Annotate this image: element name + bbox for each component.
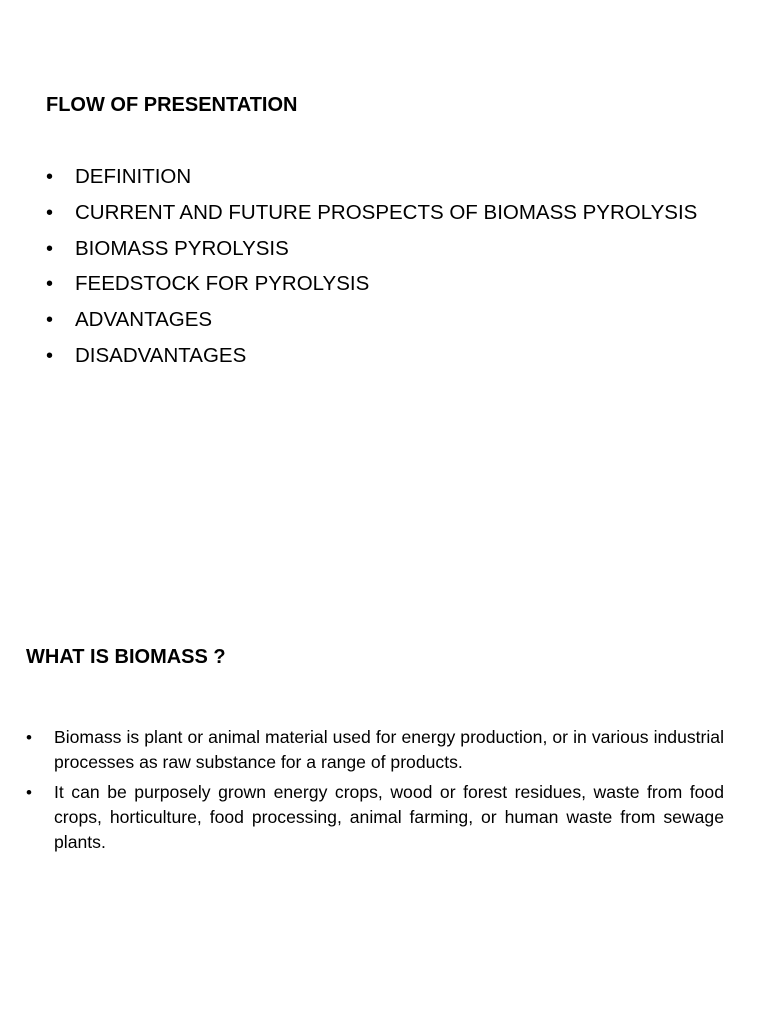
agenda-item-label: DISADVANTAGES [75,343,247,367]
bullet-icon: • [26,783,32,802]
list-item [46,308,746,344]
bullet-icon: • [46,273,54,296]
bullet-icon: • [46,201,54,224]
agenda-item-label: DEFINITION [75,165,192,188]
agenda-item-label: FEEDSTOCK FOR PYROLYSIS [75,272,370,296]
paragraph-text: Biomass is plant or animal material used for energy production, or in various industrial processes as raw substance for a range of products. [54,727,724,772]
bullet-icon: • [46,166,54,188]
list-item [26,780,724,855]
page-title: FLOW OF PRESENTATION [46,94,298,116]
bullet-icon: • [26,728,32,747]
list-item [26,725,724,775]
agenda-list [46,165,746,380]
biomass-definition-list [26,725,724,860]
bullet-icon: • [46,344,54,367]
bullet-icon: • [46,237,54,260]
agenda-item-label: CURRENT AND FUTURE PROSPECTS OF BIOMASS PYROLYSIS [75,200,698,224]
list-item [46,201,746,237]
list-item [46,237,746,273]
section-title: WHAT IS BIOMASS ? [26,646,226,668]
agenda-item-label: BIOMASS PYROLYSIS [75,236,289,260]
paragraph-text: It can be purposely grown energy crops, wood or forest residues, waste from food crops, horticulture, food processing, animal farming, or human waste from sewage plants. [54,782,724,852]
list-item [46,344,746,380]
list-item [46,272,746,308]
bullet-icon: • [46,309,54,332]
agenda-item-label: ADVANTAGES [75,308,213,332]
list-item [46,165,746,201]
